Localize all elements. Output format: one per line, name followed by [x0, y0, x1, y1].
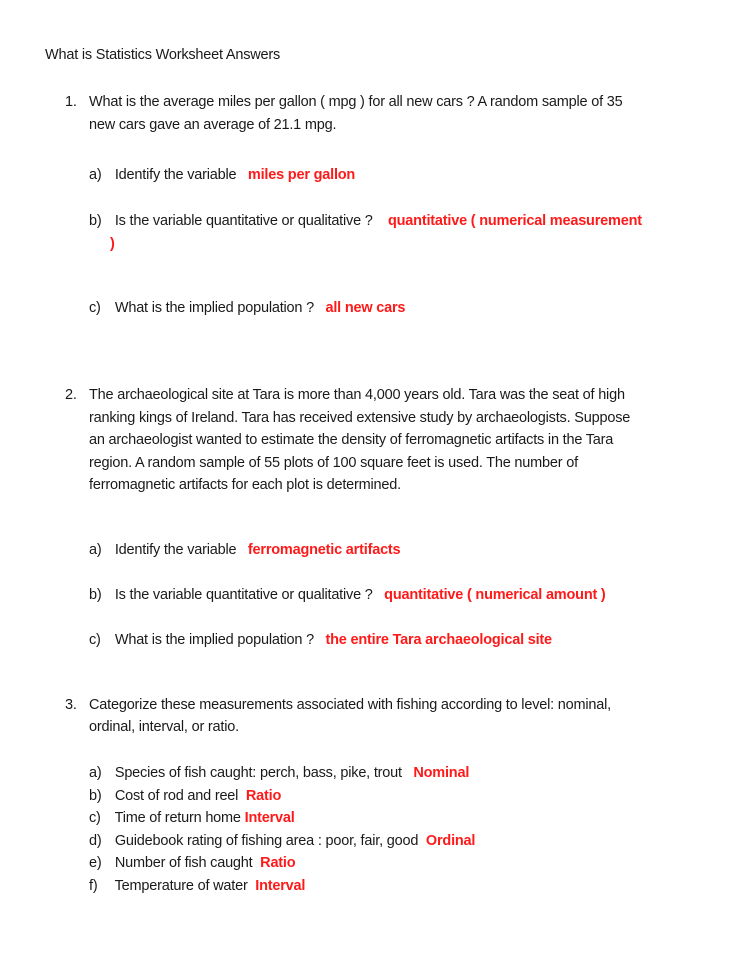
question-number: 1.: [65, 94, 77, 110]
q3-part-d: [89, 832, 475, 850]
part-prompt: Is the variable quantitative or qualitative ?: [114, 587, 373, 603]
part-prompt: Time of return home: [114, 810, 241, 826]
question-text: What is the average miles per gallon ( mpg ) for all new cars ? A random sample of 35: [89, 94, 623, 110]
question-number: 2.: [65, 387, 77, 403]
part-prompt: Cost of rod and reel: [114, 788, 239, 804]
part-label: b): [89, 587, 102, 603]
part-prompt: Guidebook rating of fishing area : poor, fair, good: [114, 833, 419, 849]
part-prompt: Temperature of water: [114, 878, 248, 894]
q1-part-a: [89, 166, 355, 184]
part-answer: Ordinal: [425, 833, 476, 849]
part-prompt: Species of fish caught: perch, bass, pike, trout: [114, 765, 402, 781]
question-text: The archaeological site at Tara is more than 4,000 years old. Tara was the seat of high: [89, 387, 625, 403]
part-answer: Interval: [255, 878, 306, 894]
question-2-line-3: an archaeologist wanted to estimate the density of ferromagnetic artifacts in the Tara: [89, 432, 614, 448]
part-label: a): [89, 542, 102, 558]
part-label: d): [89, 833, 102, 849]
q3-part-e: [89, 854, 295, 872]
part-label: e): [89, 855, 102, 871]
question-2-line-1: [65, 386, 625, 404]
part-answer: quantitative ( numerical amount ): [384, 587, 606, 603]
part-answer: quantitative ( numerical measurement: [387, 213, 642, 229]
part-prompt: What is the implied population ?: [114, 300, 314, 316]
part-label: b): [89, 213, 102, 229]
part-label: f): [89, 878, 98, 894]
question-3-line-2: ordinal, interval, or ratio.: [89, 719, 239, 735]
q2-part-c: [89, 631, 552, 649]
q3-part-a: [89, 764, 469, 782]
part-answer: Ratio: [245, 788, 282, 804]
q1-part-b: [89, 212, 642, 230]
part-answer: all new cars: [325, 300, 406, 316]
question-number: 3.: [65, 697, 77, 713]
question-1-line-1: [65, 93, 622, 111]
q2-part-a: [89, 541, 400, 559]
part-answer: the entire Tara archaeological site: [325, 632, 552, 648]
part-label: a): [89, 167, 102, 183]
q3-part-b: [89, 787, 281, 805]
question-2-line-2: ranking kings of Ireland. Tara has received extensive study by archaeologists. Suppose: [89, 410, 631, 426]
part-answer: Ratio: [260, 855, 296, 871]
question-2-line-5: ferromagnetic artifacts for each plot is determined.: [89, 477, 401, 493]
q3-part-c: [89, 809, 295, 827]
page-title: What is Statistics Worksheet Answers: [45, 47, 281, 63]
part-prompt: Number of fish caught: [114, 855, 253, 871]
q1-part-b-answer-continued: ): [110, 236, 115, 252]
q1-part-c: [89, 299, 405, 317]
part-label: c): [89, 632, 101, 648]
part-prompt: Is the variable quantitative or qualitative ?: [114, 213, 373, 229]
q3-part-f: [89, 877, 305, 895]
part-label: c): [89, 300, 101, 316]
part-answer: miles per gallon: [247, 167, 356, 183]
question-1-line-2: new cars gave an average of 21.1 mpg.: [89, 117, 337, 133]
part-label: c): [89, 810, 101, 826]
part-prompt: What is the implied population ?: [114, 632, 314, 648]
part-label: a): [89, 765, 102, 781]
part-prompt: Identify the variable: [114, 542, 237, 558]
q2-part-b: [89, 586, 606, 604]
part-answer: Nominal: [413, 765, 470, 781]
part-answer: Interval: [244, 810, 295, 826]
part-answer: ferromagnetic artifacts: [247, 542, 401, 558]
question-3-line-1: [65, 696, 611, 714]
part-label: b): [89, 788, 102, 804]
part-prompt: Identify the variable: [114, 167, 237, 183]
question-2-line-4: region. A random sample of 55 plots of 100 square feet is used. The number of: [89, 455, 578, 471]
question-text: Categorize these measurements associated with fishing according to level: nominal,: [89, 697, 611, 713]
